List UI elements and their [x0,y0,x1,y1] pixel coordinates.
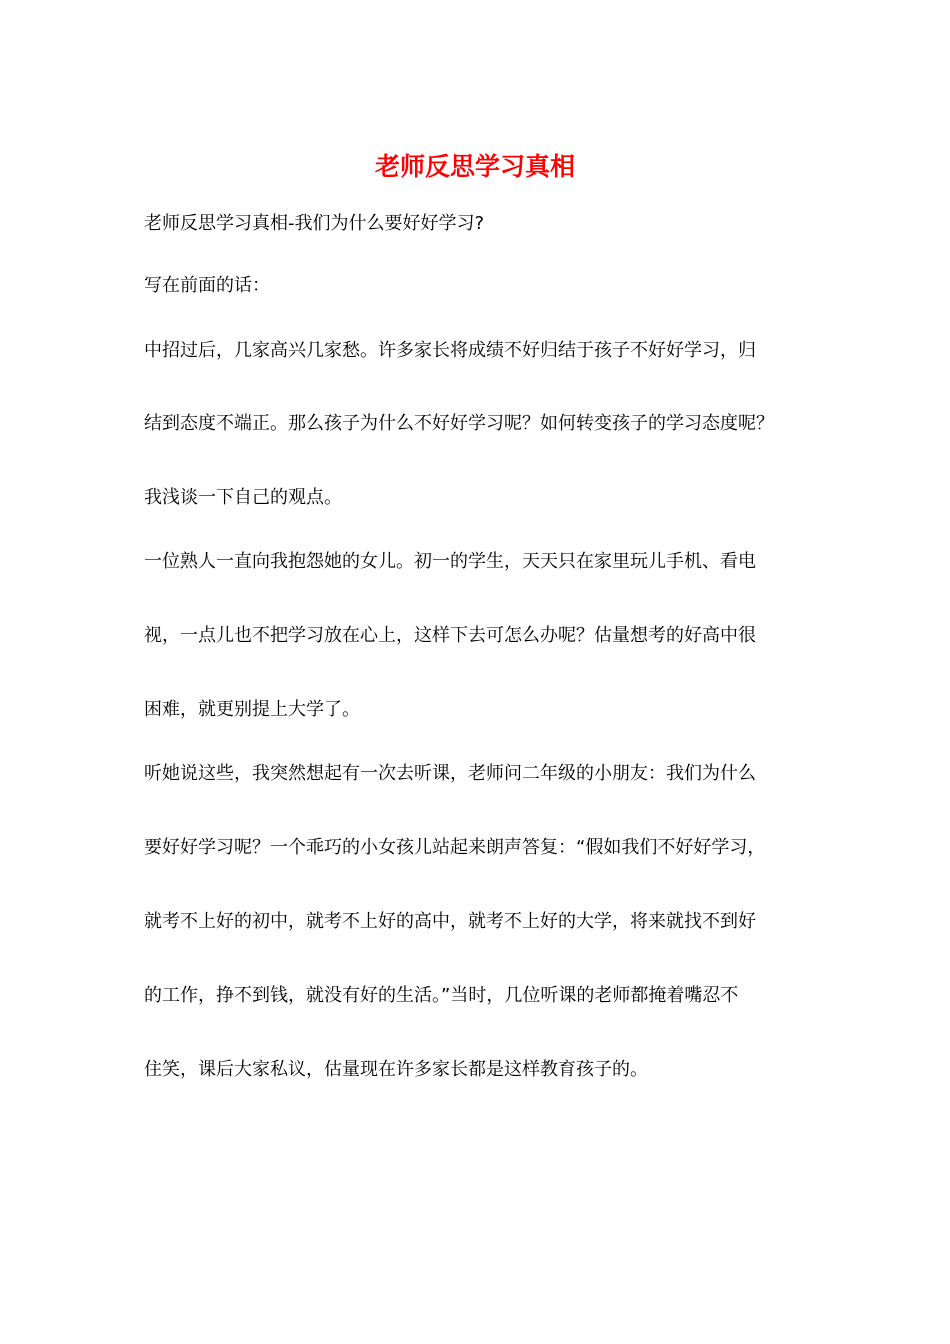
subtitle-line: 老师反思学习真相-我们为什么要好好学习? [144,213,485,234]
paragraph-2-line-2: 视，一点儿也不把学习放在心上，这样下去可怎么办呢？估量想考的好高中很 [144,625,756,646]
document-title: 老师反思学习真相 [374,152,575,181]
paragraph-1-line-1: 中招过后，几家高兴几家愁。许多家长将成绩不好归结于孩子不好好学习，归 [144,340,756,361]
paragraph-3-line-2: 要好好学习呢？一个乖巧的小女孩儿站起来朗声答复：“假如我们不好好学习， [144,837,766,858]
paragraph-2-line-3: 困难，就更别提上大学了。 [144,699,360,720]
paragraph-1-line-2: 结到态度不端正。那么孩子为什么不好好学习呢？如何转变孩子的学习态度呢？ [144,413,774,434]
paragraph-3-line-5: 住笑，课后大家私议，估量现在许多家长都是这样教育孩子的。 [144,1059,648,1080]
paragraph-1-line-3: 我浅谈一下自己的观点。 [144,487,342,508]
paragraph-2-line-1: 一位熟人一直向我抱怨她的女儿。初一的学生，天天只在家里玩儿手机、看电 [144,551,756,572]
paragraph-3-line-1: 听她说这些，我突然想起有一次去听课，老师问二年级的小朋友：我们为什么 [144,763,756,784]
paragraph-3-line-3: 就考不上好的初中，就考不上好的高中，就考不上好的大学，将来就找不到好 [144,911,756,932]
paragraph-3-line-4: 的工作，挣不到钱，就没有好的生活。”当时，几位听课的老师都掩着嘴忍不 [144,985,739,1006]
preface-heading: 写在前面的话： [144,275,270,296]
